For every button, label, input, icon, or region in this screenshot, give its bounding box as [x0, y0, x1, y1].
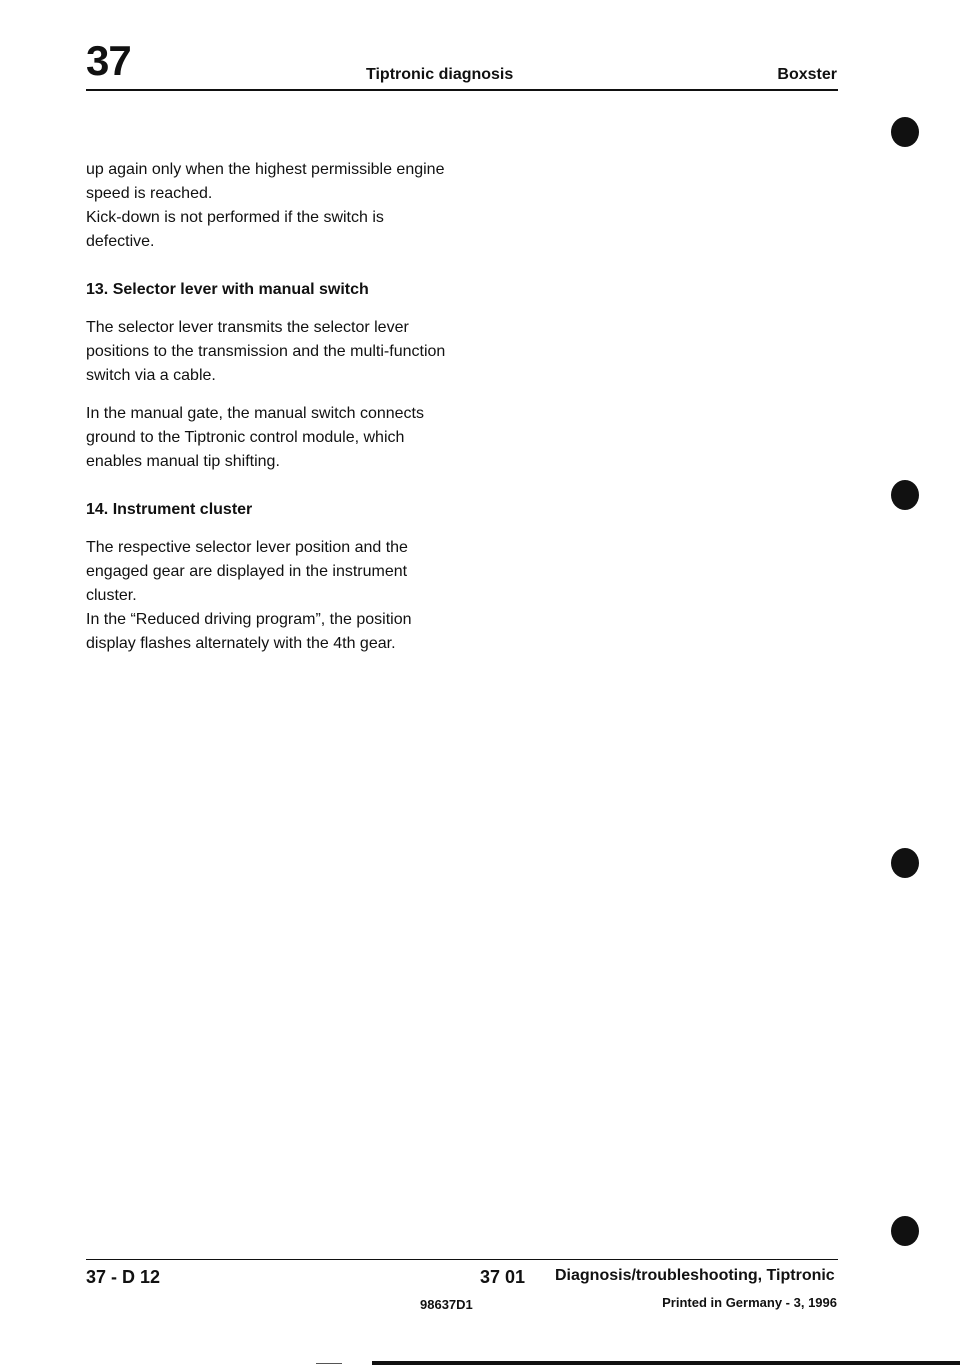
punch-hole	[891, 1216, 919, 1246]
footer-topic: Diagnosis/troubleshooting, Tiptronic	[555, 1267, 835, 1284]
scan-edge-stub	[316, 1363, 342, 1364]
punch-hole	[891, 480, 919, 510]
body-paragraph: The selector lever transmits the selector lever positions to the transmission and the multi-function switch via a cable.	[86, 319, 446, 384]
footer-doc-number: 98637D1	[420, 1297, 473, 1312]
body-paragraph: The respective selector lever position and the engaged gear are displayed in the instrument cluster.	[86, 539, 408, 604]
header-title: Tiptronic diagnosis	[366, 66, 514, 83]
header-model: Boxster	[777, 66, 837, 83]
header-rule	[86, 89, 838, 91]
chapter-number: 37	[86, 37, 131, 84]
footer-rule	[86, 1259, 838, 1260]
body-paragraph: In the manual gate, the manual switch connects ground to the Tiptronic control module, which enables manual tip shifting.	[86, 405, 424, 470]
footer-section-code: 37 01	[480, 1267, 526, 1287]
footer-printed-note: Printed in Germany - 3, 1996	[662, 1295, 837, 1310]
scan-edge-bar	[372, 1361, 960, 1365]
section-heading: 13. Selector lever with manual switch	[86, 281, 369, 298]
punch-hole	[891, 117, 919, 147]
body-content	[86, 158, 446, 656]
body-paragraph: Kick-down is not performed if the switch is defective.	[86, 209, 384, 250]
section-heading: 14. Instrument cluster	[86, 501, 253, 518]
punch-hole	[891, 848, 919, 878]
body-paragraph: In the “Reduced driving program”, the position display flashes alternately with the 4th gear.	[86, 611, 412, 652]
footer-page-number: 37 - D 12	[86, 1267, 161, 1287]
body-paragraph: up again only when the highest permissible engine speed is reached.	[86, 161, 445, 202]
